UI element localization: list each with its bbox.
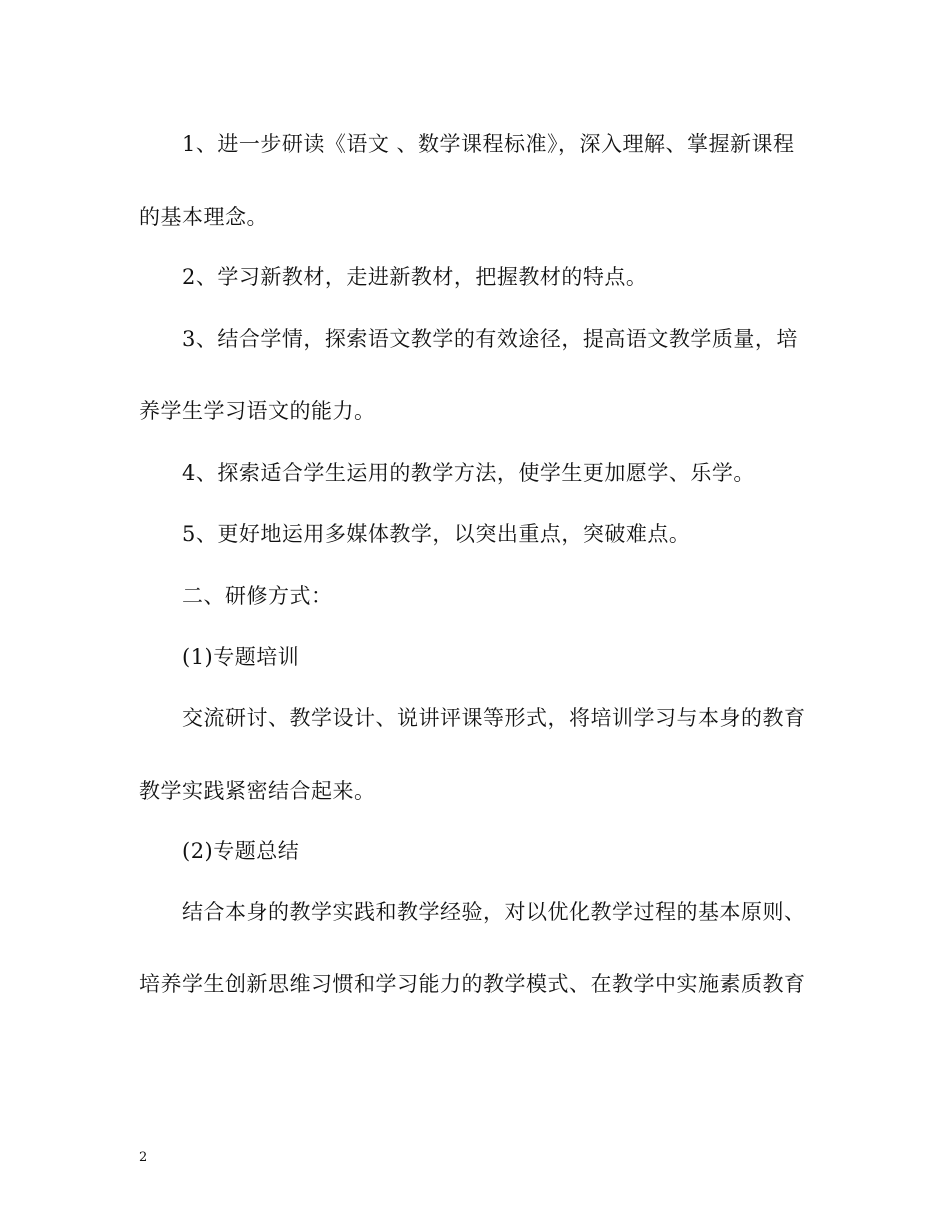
text-line: 2、学习新教材，走进新教材，把握教材的特点。 bbox=[182, 265, 648, 289]
text-line: 结合本身的教学实践和教学经验，对以优化教学过程的基本原则、 bbox=[182, 900, 806, 924]
section-heading: 二、研修方式： bbox=[182, 584, 333, 608]
text-line: 交流研讨、教学设计、说讲评课等形式，将培训学习与本身的教育 bbox=[182, 706, 806, 730]
text-line: 4、探索适合学生运用的教学方法，使学生更加愿学、乐学。 bbox=[182, 461, 755, 485]
text-line: 3、结合学情，探索语文教学的有效途径，提高语文教学质量，培 bbox=[182, 327, 798, 351]
subsection-heading: (1)专题培训 bbox=[182, 645, 300, 669]
subsection-heading: (2)专题总结 bbox=[182, 839, 300, 863]
text-line: 教学实践紧密结合起来。 bbox=[139, 779, 376, 803]
text-line: 1、进一步研读《语文 、数学课程标准》，深入理解、掌握新课程 bbox=[182, 132, 795, 156]
text-line: 5、更好地运用多媒体教学，以突出重点，突破难点。 bbox=[182, 522, 691, 546]
text-line: 的基本理念。 bbox=[139, 205, 268, 229]
text-line: 培养学生创新思维习惯和学习能力的教学模式、在教学中实施素质教育 bbox=[139, 972, 806, 996]
text-line: 养学生学习语文的能力。 bbox=[139, 399, 376, 423]
page-number: 2 bbox=[139, 1150, 148, 1165]
